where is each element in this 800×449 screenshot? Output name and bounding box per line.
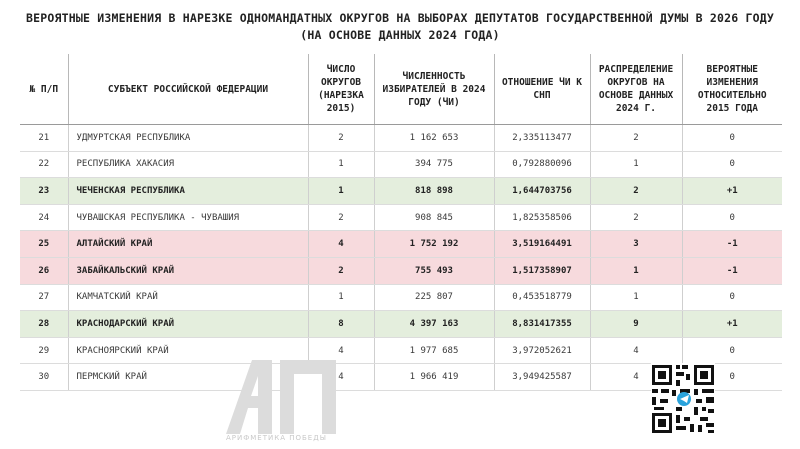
- cell-change: +1: [682, 311, 782, 338]
- cell-districts-2024: 4: [590, 364, 682, 391]
- cell-subject: РЕСПУБЛИКА ХАКАСИЯ: [68, 151, 308, 178]
- cell-districts-2015: 1: [308, 178, 374, 205]
- cell-districts-2024: 2: [590, 178, 682, 205]
- qr-code-icon: [651, 363, 715, 435]
- cell-voters-2024: 225 807: [374, 284, 494, 311]
- cell-voters-2024: 755 493: [374, 257, 494, 284]
- cell-change: 0: [682, 125, 782, 152]
- cell-districts-2024: 2: [590, 204, 682, 231]
- cell-number: 25: [20, 231, 68, 258]
- header-subject: СУБЪЕКТ РОССИЙСКОЙ ФЕДЕРАЦИИ: [68, 54, 308, 125]
- cell-voters-2024: 818 898: [374, 178, 494, 205]
- cell-number: 22: [20, 151, 68, 178]
- cell-subject: КРАСНОЯРСКИЙ КРАЙ: [68, 337, 308, 364]
- cell-change: +1: [682, 178, 782, 205]
- cell-change: 0: [682, 284, 782, 311]
- cell-ratio: 3,949425587: [494, 364, 590, 391]
- cell-number: 24: [20, 204, 68, 231]
- table-row: [20, 337, 782, 364]
- cell-districts-2015: 1: [308, 284, 374, 311]
- cell-change: -1: [682, 231, 782, 258]
- districts-table: [20, 54, 782, 391]
- table-row: [20, 178, 782, 205]
- header-change: ВЕРОЯТНЫЕ ИЗМЕНЕНИЯ ОТНОСИТЕЛЬНО 2015 ГОДА: [682, 54, 782, 125]
- cell-districts-2024: 2: [590, 125, 682, 152]
- cell-districts-2024: 9: [590, 311, 682, 338]
- title-line-2: (НА ОСНОВЕ ДАННЫХ 2024 ГОДА): [300, 28, 500, 42]
- header-districts-2024: РАСПРЕДЕЛЕНИЕ ОКРУГОВ НА ОСНОВЕ ДАННЫХ 2024 Г.: [590, 54, 682, 125]
- cell-number: 30: [20, 364, 68, 391]
- table-row: [20, 204, 782, 231]
- cell-voters-2024: 908 845: [374, 204, 494, 231]
- cell-voters-2024: 1 966 419: [374, 364, 494, 391]
- cell-districts-2015: 2: [308, 125, 374, 152]
- cell-subject: КАМЧАТСКИЙ КРАЙ: [68, 284, 308, 311]
- cell-districts-2015: 4: [308, 364, 374, 391]
- cell-ratio: 3,519164491: [494, 231, 590, 258]
- watermark-caption: АРИФМЕТИКА ПОБЕДЫ: [226, 434, 327, 442]
- cell-ratio: 0,792880096: [494, 151, 590, 178]
- cell-districts-2015: 4: [308, 337, 374, 364]
- cell-change: -1: [682, 257, 782, 284]
- header-voters-2024: ЧИСЛЕННОСТЬ ИЗБИРАТЕЛЕЙ В 2024 ГОДУ (ЧИ): [374, 54, 494, 125]
- cell-districts-2024: 3: [590, 231, 682, 258]
- cell-ratio: 1,517358907: [494, 257, 590, 284]
- cell-ratio: 8,831417355: [494, 311, 590, 338]
- cell-voters-2024: 1 162 653: [374, 125, 494, 152]
- cell-change: 0: [682, 151, 782, 178]
- cell-districts-2015: 2: [308, 257, 374, 284]
- header-districts-2015: ЧИСЛО ОКРУГОВ (НАРЕЗКА 2015): [308, 54, 374, 125]
- page-title: [0, 10, 800, 44]
- cell-number: 26: [20, 257, 68, 284]
- cell-districts-2024: 1: [590, 257, 682, 284]
- cell-subject: ПЕРМСКИЙ КРАЙ: [68, 364, 308, 391]
- table-row: [20, 231, 782, 258]
- cell-subject: ЧЕЧЕНСКАЯ РЕСПУБЛИКА: [68, 178, 308, 205]
- cell-voters-2024: 394 775: [374, 151, 494, 178]
- cell-voters-2024: 1 752 192: [374, 231, 494, 258]
- cell-change: 0: [682, 364, 782, 391]
- table-row: [20, 125, 782, 152]
- cell-ratio: 1,825358506: [494, 204, 590, 231]
- cell-voters-2024: 1 977 685: [374, 337, 494, 364]
- cell-districts-2015: 1: [308, 151, 374, 178]
- title-line-1: ВЕРОЯТНЫЕ ИЗМЕНЕНИЯ В НАРЕЗКЕ ОДНОМАНДАТНЫХ ОКРУГОВ НА ВЫБОРАХ ДЕПУТАТОВ ГОСУДАРСТВЕННОЙ ДУМЫ В 2026 ГОДУ: [26, 11, 774, 25]
- header-ratio: ОТНОШЕНИЕ ЧИ К СНП: [494, 54, 590, 125]
- cell-subject: УДМУРТСКАЯ РЕСПУБЛИКА: [68, 125, 308, 152]
- table-row: [20, 257, 782, 284]
- table-row: [20, 311, 782, 338]
- table-row: [20, 284, 782, 311]
- cell-number: 21: [20, 125, 68, 152]
- cell-change: 0: [682, 204, 782, 231]
- cell-ratio: 0,453518779: [494, 284, 590, 311]
- cell-number: 27: [20, 284, 68, 311]
- cell-districts-2015: 4: [308, 231, 374, 258]
- cell-ratio: 2,335113477: [494, 125, 590, 152]
- cell-number: 23: [20, 178, 68, 205]
- cell-districts-2024: 1: [590, 151, 682, 178]
- cell-change: 0: [682, 337, 782, 364]
- cell-subject: ЗАБАЙКАЛЬСКИЙ КРАЙ: [68, 257, 308, 284]
- cell-districts-2015: 8: [308, 311, 374, 338]
- cell-number: 29: [20, 337, 68, 364]
- cell-subject: АЛТАЙСКИЙ КРАЙ: [68, 231, 308, 258]
- cell-ratio: 3,972052621: [494, 337, 590, 364]
- cell-subject: ЧУВАШСКАЯ РЕСПУБЛИКА - ЧУВАШИЯ: [68, 204, 308, 231]
- table-body: [20, 125, 782, 391]
- table-row: [20, 151, 782, 178]
- cell-ratio: 1,644703756: [494, 178, 590, 205]
- cell-number: 28: [20, 311, 68, 338]
- cell-districts-2024: 1: [590, 284, 682, 311]
- table-header-row: [20, 54, 782, 125]
- cell-voters-2024: 4 397 163: [374, 311, 494, 338]
- cell-districts-2015: 2: [308, 204, 374, 231]
- header-number: № П/П: [20, 54, 68, 125]
- cell-districts-2024: 4: [590, 337, 682, 364]
- cell-subject: КРАСНОДАРСКИЙ КРАЙ: [68, 311, 308, 338]
